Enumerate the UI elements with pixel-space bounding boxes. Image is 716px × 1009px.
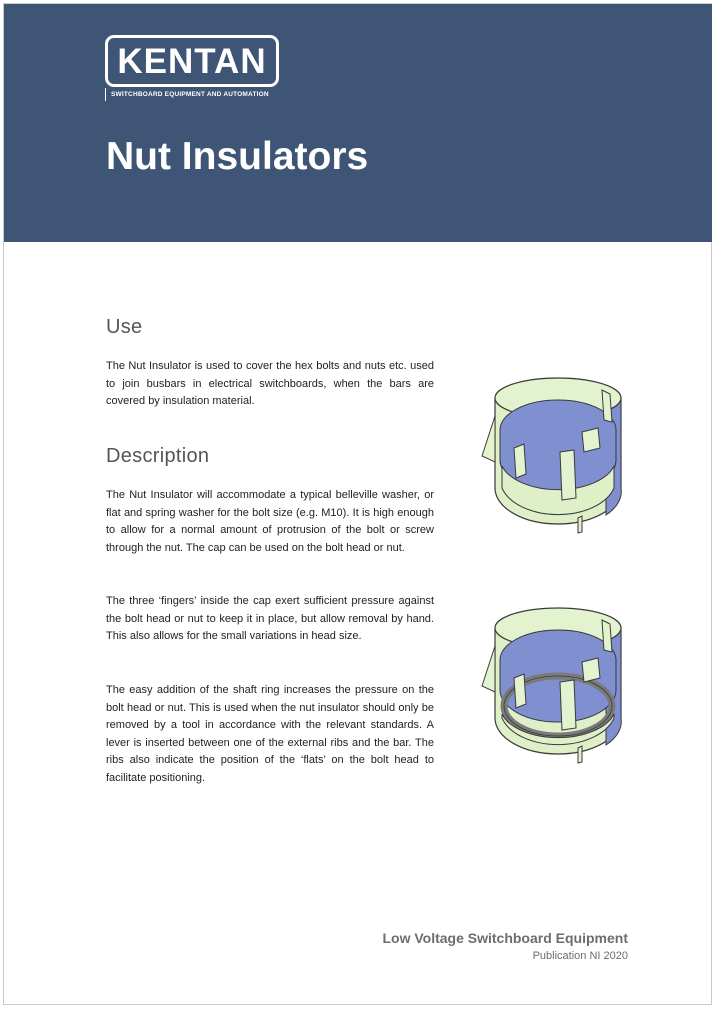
finger-center xyxy=(560,450,576,500)
logo-wordmark: KENTAN xyxy=(117,41,267,81)
nut-insulator-figure xyxy=(478,370,633,538)
page-title: Nut Insulators xyxy=(106,135,369,178)
finger-left xyxy=(514,674,526,708)
finger-right xyxy=(582,428,600,452)
use-paragraph: The Nut Insulator is used to cover the hex bolts and nuts etc. used to join busbars in electrical switchboards, when the bars are covered by insulation material. xyxy=(106,360,434,407)
description-paragraph-2: The three ‘fingers’ inside the cap exert sufficient pressure against the bolt head or nut to keep it in place, but allow removal by hand. This also allows for the small variations in head size. xyxy=(106,595,434,642)
finger-left xyxy=(514,444,526,478)
footer-title: Low Voltage Switchboard Equipment xyxy=(382,930,628,946)
logo-divider xyxy=(105,88,106,101)
section-heading-use: Use xyxy=(106,316,143,338)
description-paragraph-3: The easy addition of the shaft ring increases the pressure on the bolt head or nut. This is used when the nut insulator should only be removed by a tool in accordance with the relevant standards. A lever is inserted between one of the external ribs and the bar. The ribs also indicate the position of the ‘flats’ on the bolt head to facilitate positioning. xyxy=(106,684,434,784)
section-heading-description: Description xyxy=(106,445,210,467)
description-paragraph-1: The Nut Insulator will accommodate a typical belleville washer, or flat and spring washer for the bolt size (e.g. M10). It is high enough to allow for a normal amount of protrusion of the bolt or screw through the nut. The cap can be used on the bolt head or nut. xyxy=(106,489,434,554)
external-rib xyxy=(482,416,495,462)
finger-center xyxy=(560,680,576,730)
nut-insulator-with-ring-figure xyxy=(478,596,633,768)
company-logo xyxy=(105,35,279,87)
logo-tagline: SWITCHBOARD EQUIPMENT AND AUTOMATION xyxy=(111,91,269,98)
finger-right xyxy=(582,658,600,682)
external-rib xyxy=(482,646,495,692)
footer-publication: Publication NI 2020 xyxy=(532,950,628,962)
